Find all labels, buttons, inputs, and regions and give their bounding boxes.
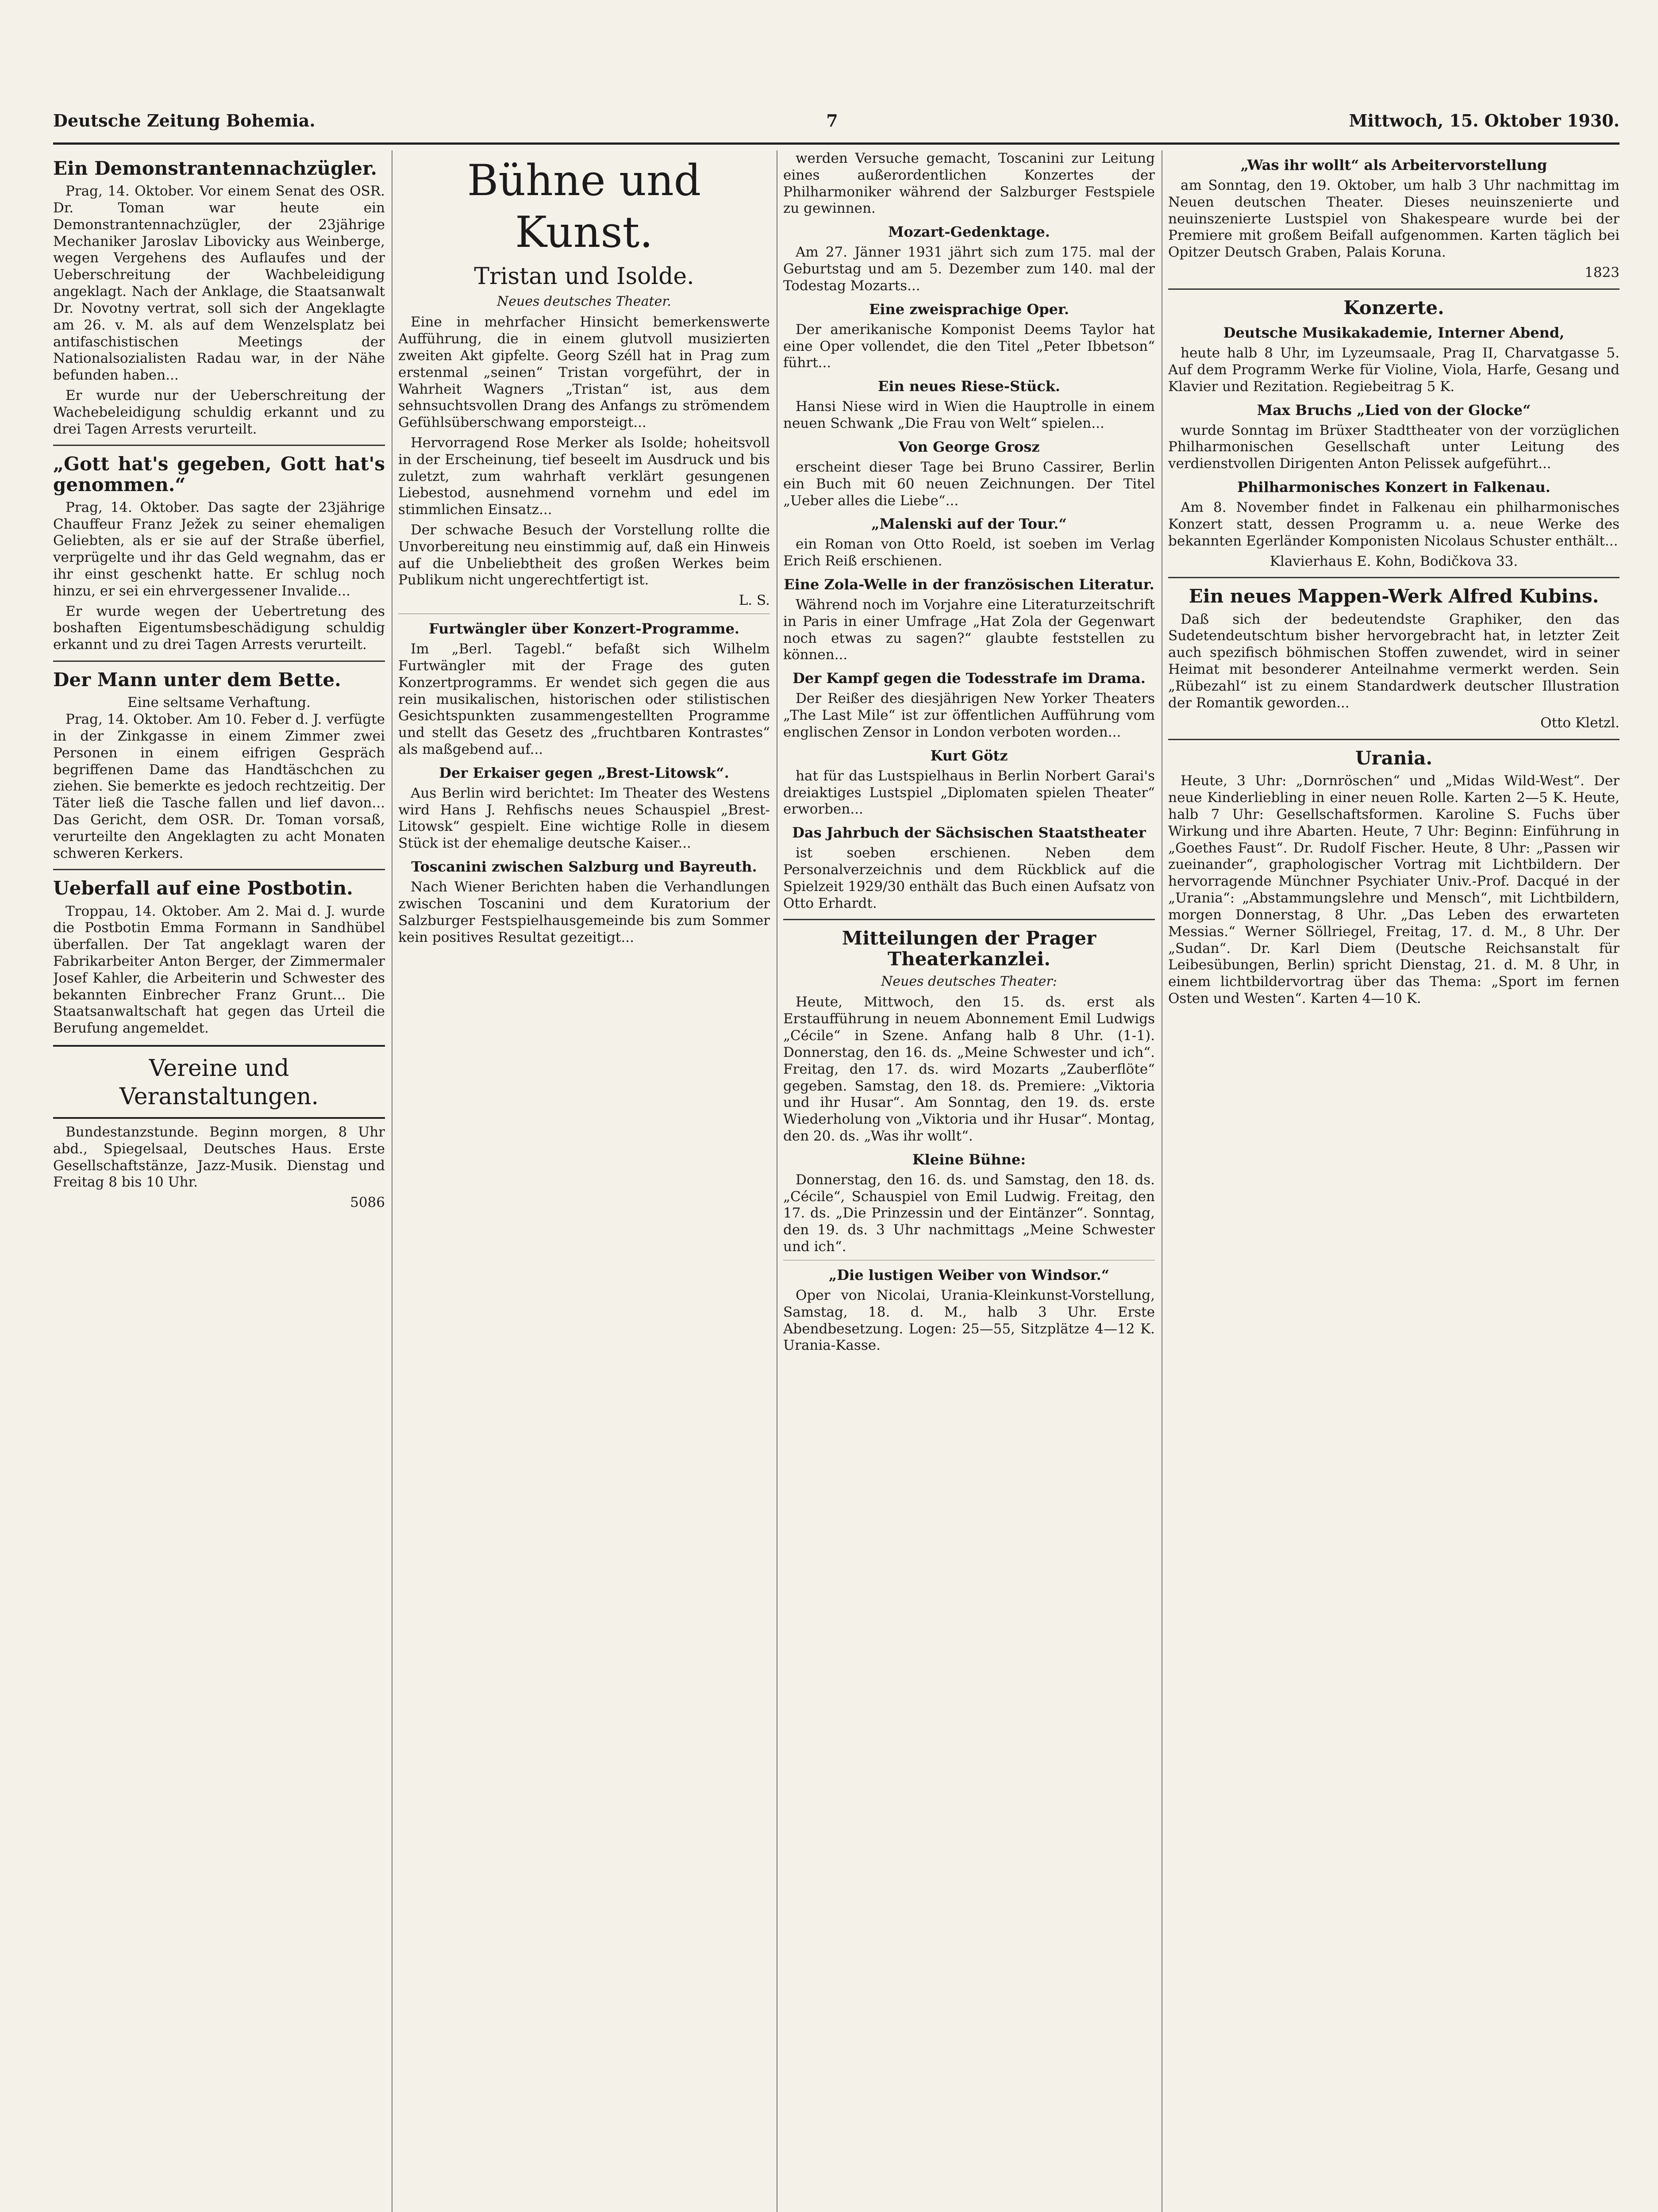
article-divider — [53, 661, 385, 662]
article-title: Ein neues Riese-Stück. — [877, 378, 1061, 395]
article-divider — [1168, 577, 1620, 578]
article-title: „Die lustigen Weiber von Windsor.“ — [828, 1266, 1110, 1283]
article-title: Der Mann unter dem Bette. — [53, 669, 341, 691]
article-divider — [53, 869, 385, 870]
section-heading: Bühne und Kunst. — [467, 156, 701, 257]
article-title: „Was ihr wollt“ als Arbeitervorstellung — [1240, 157, 1547, 173]
article-title: Kurt Götz — [930, 747, 1008, 764]
article-title: Der Kampf gegen die Todesstrafe im Drama. — [792, 670, 1146, 687]
section-heading: Konzerte. — [1343, 296, 1444, 319]
article-body: Prag, 14. Oktober. Vor einem Senat des OSR. Dr. Toman war heute ein Demonstrantennachzügler, der 23jährige Mechaniker Jaroslav Libovicky aus Weinberge, wegen Vergehens des Auflaufes und der Ueberschreitung der Wachbeleidigung angeklagt. Nach der Anklage, die Staatsanwalt Dr. Novotny vertrat, soll sich der Angeklagte am 26. v. M. als auf dem Wenzelsplatz bei antifaschistischen Meetings der Nationalsozialisten Radau war, in der Nähe befunden haben... — [53, 183, 385, 384]
article-body: erscheint dieser Tage bei Bruno Cassirer, Berlin ein Buch mit 60 neuen Zeichnungen. Der Titel „Ueber alles die Liebe“... — [783, 459, 1155, 509]
announcement-body: Donnerstag, den 16. ds. und Samstag, den 18. ds. „Cécile“, Schauspiel von Emil Ludwig. Freitag, den 17. ds. „Die Prinzessin und der Eintänzer“. Sonntag, den 19. ds. 3 Uhr nachmittags „Meine Schwester und ich“. — [783, 1171, 1155, 1255]
article-title: Ein neues Mappen-Werk Alfred Kubins. — [1189, 585, 1599, 607]
article-body: Nach Wiener Berichten haben die Verhandlungen zwischen Toscanini und dem Kuratorium der Salzburger Festspielhausgemeinde bis zum Sommer kein positives Resultat gezeitigt... — [398, 879, 770, 945]
article-subtitle: Neues deutsches Theater. — [497, 293, 671, 309]
article-body: wurde Sonntag im Brüxer Stadttheater von der vorzüglichen Philharmonischen Gesellschaft unter Leitung des verdienstvollen Dirigenten Anton Pelissek aufgeführt... — [1168, 422, 1620, 472]
article-body: Heute, 3 Uhr: „Dornröschen“ und „Midas Wild-West“. Der neue Kinderliebling in einer neuen Rolle. Karten 2—5 K. Heute, halb 7 Uhr: Gesellschaftsformen. Karoline S. Fuchs über Wirkung und ihre Abarten. Heute, 7 Uhr: Beginn: Einführung in „Goethes Faust“. Dr. Rudolf Fischer. Heute, 8 Uhr: „Passen wir zueinander“, graphologischer Vortrag mit Lichtbildern. Der hervorragende Münchner Psychiater Univ.-Prof. Dacqué in der „Urania“: „Abstammungslehre und Mensch“, mit Lichtbildern, morgen Donnerstag, 8 Uhr. „Das Leben des erwarteten Messias.“ Werner Söllriegel, Freitag, 17. d. M., 8 Uhr. Der „Sudan“. Dr. Karl Diem (Deutsche Reichsanstalt für Leibesübungen, Berlin) spricht Dienstag, 21. d. M. 8 Uhr, in einem lichtbildervortrag über das Thema: „Sport im fernen Osten und Westen“. Karten 4—10 K. — [1168, 773, 1620, 1006]
article-title: Ein Demonstrantennachzügler. — [53, 157, 377, 179]
article-body: Der schwache Besuch der Vorstellung rollte die Unvorbereitung neu einstimmig auf, daß ein Hinweis auf die Unbeliebtheit des großen Werkes beim Publikum nicht ungerechtfertigt ist. — [398, 522, 770, 588]
article-divider — [783, 919, 1155, 920]
article-title: Toscanini zwischen Salzburg und Bayreuth. — [411, 858, 757, 876]
column-2 — [398, 150, 770, 2212]
article-body: Prag, 14. Oktober. Das sagte der 23jährige Chauffeur Franz Ježek zu seiner ehemaligen Geliebten, als er sie auf der Straße überfiel, verprügelte und ihr das Geld wegnahm, das er ihr einst geschenkt hatte. Er schlug noch hinzu, er sei ein ehrvergessener Invalide... — [53, 499, 385, 599]
article-title: Das Jahrbuch der Sächsischen Staatstheater — [792, 824, 1146, 841]
article-title: Eine zweisprachige Oper. — [869, 300, 1069, 318]
announcement-subtitle: Kleine Bühne: — [912, 1151, 1026, 1168]
article-title: Ueberfall auf eine Postbotin. — [53, 877, 353, 899]
article-body: am Sonntag, den 19. Oktober, um halb 3 Uhr nachmittag im Neuen deutschen Theater. Dieses neuinszenierte und neuinszenierte Lustspiel von Shakespeare wurde bei der Premiere mit großem Beifall aufgenommen. Karten täglich bei Opitzer Deutsch Graben, Palais Koruna. — [1168, 177, 1620, 261]
page-number: 7 — [826, 111, 838, 131]
article-title: „Gott hat's gegeben, Gott hat's genommen.“ — [53, 453, 385, 495]
issue-date: Mittwoch, 15. Oktober 1930. — [1349, 111, 1620, 131]
article-body: Am 8. November findet in Falkenau ein philharmonisches Konzert statt, dessen Programm u. a. neue Werke des bekannten Egerländer Komponisten Nicolaus Schuster enthält... — [1168, 499, 1620, 549]
article-signature: Otto Kletzl. — [1540, 715, 1620, 731]
article-body: ein Roman von Otto Roeld, ist soeben im Verlag Erich Reiß erschienen. — [783, 536, 1155, 569]
article-body: Bundestanzstunde. Beginn morgen, 8 Uhr abd., Spiegelsaal, Deutsches Haus. Erste Gesellschaftstänze, Jazz-Musik. Dienstag und Freitag 8 bis 10 Uhr. — [53, 1124, 385, 1190]
article-body: Aus Berlin wird berichtet: Im Theater des Westens wird Hans J. Rehfischs neues Schauspiel „Brest-Litowsk“ gespielt. Eine wichtige Rolle in diesem Stück ist der ehemalige deutsche Kaiser... — [398, 785, 770, 852]
article-body: heute halb 8 Uhr, im Lyzeumsaale, Prag II, Charvatgasse 5. Auf dem Programm Werke für Violine, Viola, Harfe, Gesang und Klavier und Rezitation. Regiebeitrag 5 K. — [1168, 345, 1620, 395]
article-body: Am 27. Jänner 1931 jährt sich zum 175. mal der Geburtstag und am 5. Dezember zum 140. mal der Todestag Mozarts... — [783, 244, 1155, 294]
article-signature: L. S. — [739, 592, 770, 609]
article-body: Eine in mehrfacher Hinsicht bemerkenswerte Aufführung, die in einem glutvoll musizierten zweiten Akt gipfelte. Georg Széll hat in Prag zum erstenmal „seinen“ Tristan vorgeführt, der in Wahrheit Wagners „Tristan“ ist, aus dem sehnsuchtsvollen Drang des Anfangs zu strömendem Gefühlsüberschwang emporsteigt... — [398, 314, 770, 431]
ad-line: Klavierhaus E. Kohn, Bodičkova 33. — [1269, 553, 1518, 569]
column-3 — [783, 150, 1155, 2212]
article-divider — [53, 445, 385, 446]
article-title: Furtwängler über Konzert-Programme. — [428, 620, 740, 637]
column-1 — [53, 150, 385, 2212]
ad-code: 1823 — [1585, 265, 1620, 281]
article-body: Im „Berl. Tagebl.“ befaßt sich Wilhelm Furtwängler mit der Frage des guten Konzertprogramms. Er wendet sich gegen die aus rein musikalischen, historischen oder stilistischen Gesichtspunkten zusammengestellten Programme und stellt das Gesetz des „fruchtbaren Kontrastes“ als maßgebend auf... — [398, 641, 770, 757]
article-body: Oper von Nicolai, Urania-Kleinkunst-Vorstellung, Samstag, 18. d. M., halb 3 Uhr. Erste Abendbesetzung. Logen: 25—55, Sitzplätze 4—12 K. Urania-Kasse. — [783, 1287, 1155, 1354]
article-title: Der Erkaiser gegen „Brest-Litowsk“. — [439, 764, 729, 781]
announcement-title: Mitteilungen der Prager Theaterkanzlei. — [842, 927, 1096, 970]
article-title: Eine Zola-Welle in der französischen Literatur. — [784, 576, 1154, 593]
announcement-subtitle: Neues deutsches Theater: — [881, 973, 1057, 989]
article-body: ist soeben erschienen. Neben dem Personalverzeichnis und dem Rückblick auf die Spielzeit 1929/30 enthält das Buch einen Aufsatz von Otto Erhardt. — [783, 845, 1155, 911]
article-title: Von George Grosz — [898, 438, 1040, 455]
announcement-body: Heute, Mittwoch, den 15. ds. erst als Erstaufführung in neuem Abonnement Emil Ludwigs „Cécile“ in Szene. Anfang halb 8 Uhr. (1-1). Donnerstag, den 16. ds. „Meine Schwester und ich“. Freitag, den 17. ds. wird Mozarts „Zauberflöte“ gegeben. Samstag, den 18. ds. Premiere: „Viktoria und ihr Husar“. Am Sonntag, den 19. ds. erste Wiederholung von „Viktoria und ihr Husar“. Montag, den 20. ds. „Was ihr wollt“. — [783, 994, 1155, 1144]
column-4 — [1168, 150, 1620, 2212]
newspaper-name: Deutsche Zeitung Bohemia. — [53, 111, 315, 131]
article-body: Der Reißer des diesjährigen New Yorker Theaters „The Last Mile“ ist zur öffentlichen Aufführung vom englischen Zensor in London verboten worden... — [783, 691, 1155, 740]
article-title: Tristan und Isolde. — [474, 263, 694, 290]
article-verdict: Er wurde nur der Ueberschreitung der Wachebeleidigung schuldig erkannt und zu drei Tagen Arrests verurteilt. — [53, 387, 385, 437]
article-title: Max Bruchs „Lied von der Glocke“ — [1257, 401, 1531, 419]
article-title: Philharmonisches Konzert in Falkenau. — [1237, 479, 1550, 496]
article-body: Daß sich der bedeutendste Graphiker, den das Sudetendeutschtum bisher hervorgebracht hat, in letzter Zeit auch spezifisch böhmischen Stoffen zuwendet, wird in seiner Heimat mit besonderer Anteilnahme vermerkt werden. Sein „Rübezahl“ ist zu einem Standardwerk deutscher Illustration der Romantik geworden... — [1168, 611, 1620, 711]
ad-code: 5086 — [350, 1194, 385, 1211]
article-divider — [1168, 288, 1620, 290]
article-title: „Malenski auf der Tour.“ — [871, 515, 1067, 533]
article-body: hat für das Lustspielhaus in Berlin Norbert Garai's dreiaktiges Lustspiel „Diplomaten spielen Theater“ erworben... — [783, 768, 1155, 818]
article-body: Hervorragend Rose Merker als Isolde; hoheitsvoll in der Erscheinung, tief beseelt im Ausdruck und bis zuletzt, zum wahrhaft verklärt gesungenen Liebestod, ausnehmend vornehm und edel im stimmlichen Einsatz... — [398, 434, 770, 518]
article-body: Der amerikanische Komponist Deems Taylor hat eine Oper vollendet, die den Titel „Peter Ibbetson“ führt... — [783, 321, 1155, 371]
header-rule — [53, 142, 1620, 145]
article-verdict: Er wurde wegen der Uebertretung des boshaften Eigentumsbeschädigung schuldig erkannt und zu drei Tagen Arrests verurteilt. — [53, 603, 385, 653]
article-body: Während noch im Vorjahre eine Literaturzeitschrift in Paris in einer Umfrage „Hat Zola der Gegenwart noch etwas zu sagen?“ glaubte feststellen zu können... — [783, 597, 1155, 663]
article-body: Troppau, 14. Oktober. Am 2. Mai d. J. wurde die Postbotin Emma Formann in Sandhübel überfallen. Der Tat angeklagt waren der Fabrikarbeiter Anton Berger, der Zimmermaler Josef Kahler, die Arbeiterin und Schwester des bekannten Einbrecher Franz Grunt... Die Staatsanwaltschaft hat gegen das Urteil die Berufung angemeldet. — [53, 903, 385, 1037]
article-body: Prag, 14. Oktober. Am 10. Feber d. J. verfügte in der Zinkgasse in einem Zimmer zwei Personen in einem eifrigen Gespräch begriffenen Dame das Handtäschchen zu ziehen. Sie bemerkte es jedoch rechtzeitig. Der Täter ließ die Tasche fallen und lief davon... Das Gericht, dem OSR. Dr. Toman vorsaß, verurteilte den Angeklagten zu acht Monaten schweren Kerkers. — [53, 711, 385, 861]
article-title: Deutsche Musikakademie, Interner Abend, — [1223, 324, 1565, 342]
page-header — [53, 111, 1620, 142]
section-heading: Urania. — [1355, 747, 1433, 769]
article-subtitle: Eine seltsame Verhaftung. — [127, 695, 311, 711]
section-heading: Vereine und Veranstaltungen. — [119, 1055, 319, 1110]
article-title: Mozart-Gedenktage. — [888, 223, 1050, 241]
article-divider — [1168, 739, 1620, 740]
article-body: werden Versuche gemacht, Toscanini zur Leitung eines außerordentlichen Konzertes der Philharmoniker während der Salzburger Festspiele zu gewinnen. — [783, 150, 1155, 217]
article-body: Hansi Niese wird in Wien die Hauptrolle in einem neuen Schwank „Die Frau von Welt“ spielen... — [783, 399, 1155, 432]
